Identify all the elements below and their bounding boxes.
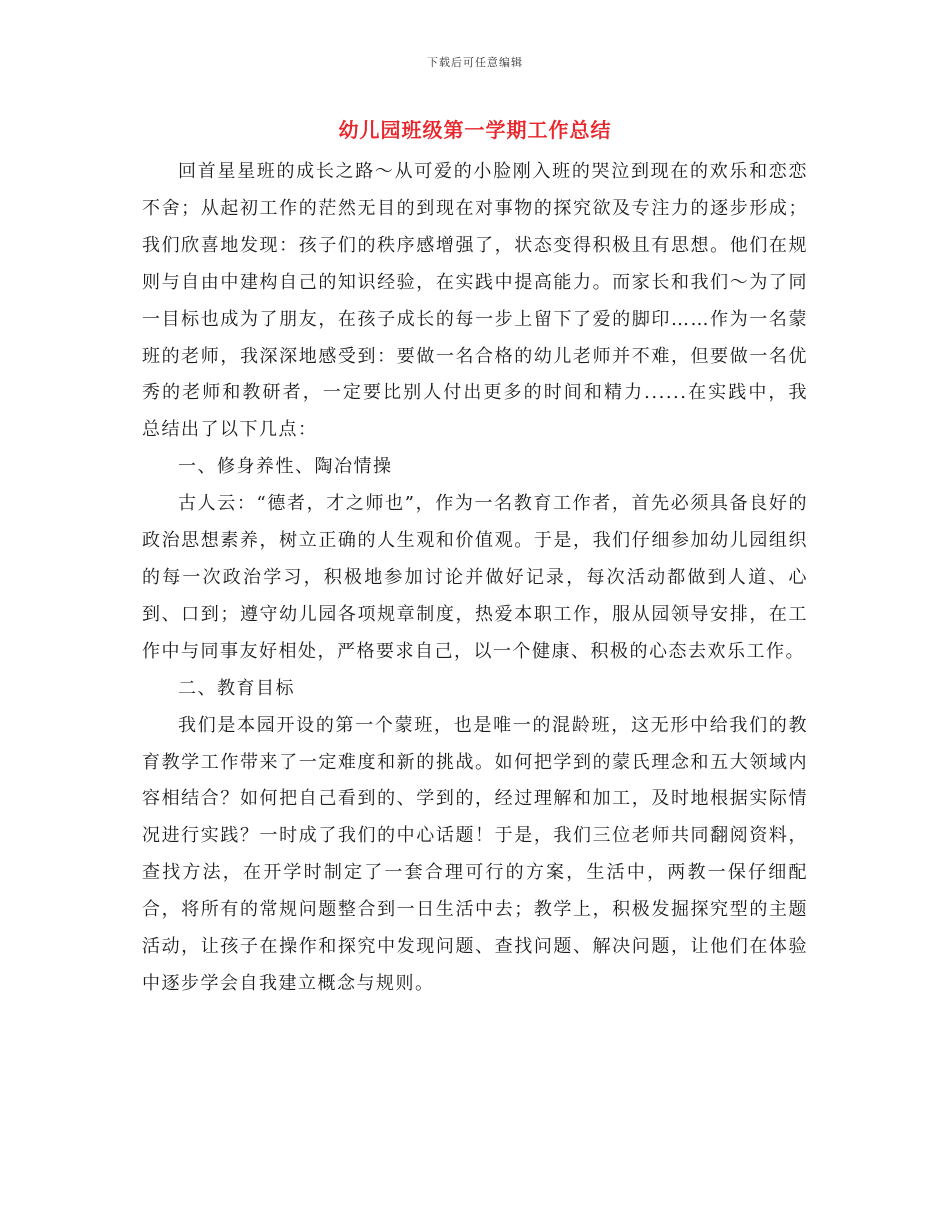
paragraph-intro: 回首星星班的成长之路～从可爱的小脸刚入班的哭泣到现在的欢乐和恋恋不舍；从起初工作的茫然无目的到现在对事物的探究欲及专注力的逐步形成；我们欣喜地发现：孩子们的秩序感增强了，状态变得积极且有思想。他们在规则与自由中建构自己的知识经验，在实践中提高能力。而家长和我们～为了同一目标也成为了朋友，在孩子成长的每一步上留下了爱的脚印……作为一名蒙班的老师，我深深地感受到：要做一名合格的幼儿老师并不难，但要做一名优秀的老师和教研者，一定要比别人付出更多的时间和精力......在实践中，我总结出了以下几点： <box>142 161 808 441</box>
header-note: 下载后可任意编辑 <box>427 56 523 69</box>
section-heading-2: 二、教育目标 <box>178 677 295 699</box>
paragraph-section-2: 我们是本园开设的第一个蒙班，也是唯一的混龄班，这无形中给我们的教育教学工作带来了一定难度和新的挑战。如何把学到的蒙氏理念和五大领域内容相结合？如何把自己看到的、学到的，经过理解和加工，及时地根据实际情况进行实践？一时成了我们的中心话题！于是，我们三位老师共同翻阅资料，查找方法，在开学时制定了一套合理可行的方案，生活中，两教一保仔细配合，将所有的常规问题整合到一日生活中去；教学上，积极发掘探究型的主题活动，让孩子在操作和探究中发现问题、查找问题、解决问题，让他们在体验中逐步学会自我建立概念与规则。 <box>142 714 808 994</box>
document-body <box>142 154 808 1003</box>
section-heading-1: 一、修身养性、陶冶情操 <box>178 456 393 478</box>
paragraph-section-1: 古人云：“德者，才之师也”，作为一名教育工作者，首先必须具备良好的政治思想素养，树立正确的人生观和价值观。于是，我们仔细参加幼儿园组织的每一次政治学习，积极地参加讨论并做好记录，每次活动都做到人道、心到、口到；遵守幼儿园各项规章制度，热爱本职工作，服从园领导安排，在工作中与同事友好相处，严格要求自己，以一个健康、积极的心态去欢乐工作。 <box>142 493 808 662</box>
document-title: 幼儿园班级第一学期工作总结 <box>338 118 612 142</box>
